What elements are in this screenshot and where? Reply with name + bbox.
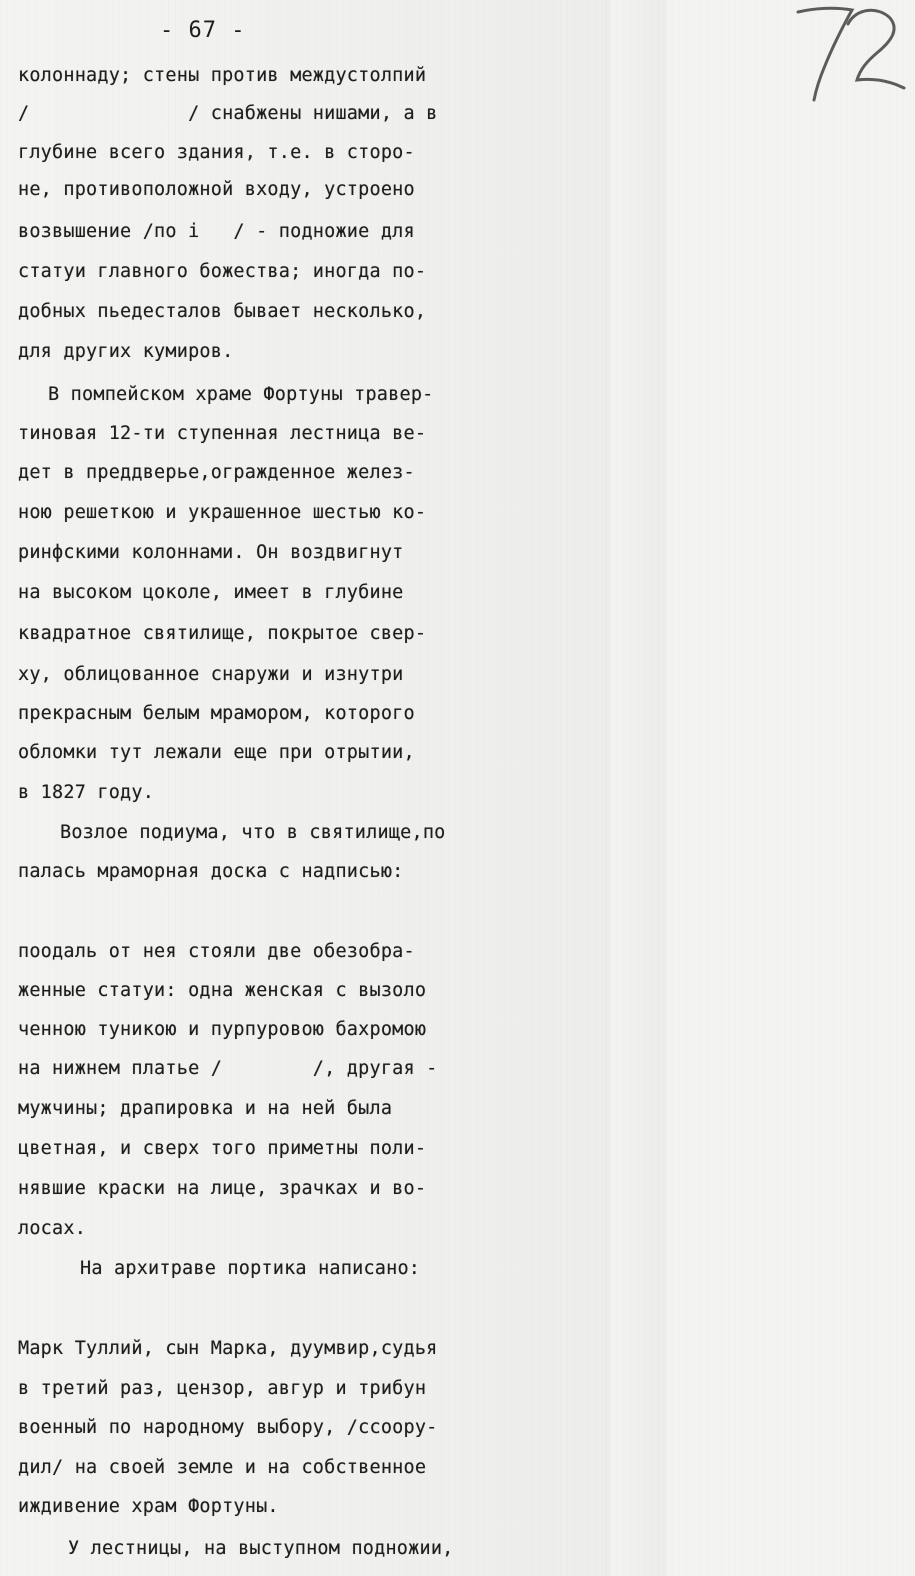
text-line: возвышение /по i / - подножие для	[18, 221, 415, 242]
text-line: дет в преддверье,огражденное желез-	[18, 462, 415, 483]
text-line: колоннаду; стены против междустолпий	[18, 65, 427, 86]
text-line: в 1827 году.	[18, 782, 155, 803]
text-line: Возлое подиума, что в святилище,по	[60, 822, 446, 843]
text-line: нявшие краски на лице, зрачках и во-	[18, 1178, 427, 1199]
text-line: У лестницы, на выступном подножии,	[68, 1538, 454, 1559]
text-line: квадратное святилище, покрытое свер-	[18, 623, 427, 644]
text-line: палась мраморная доска с надписью:	[18, 861, 404, 882]
text-line: ху, облицованное снаружи и изнутри	[18, 664, 404, 685]
page-number: - 67 -	[160, 18, 246, 43]
text-line: дил/ на своей земле и на собственное	[18, 1457, 427, 1478]
text-line: военный по народному выбору, /ссоору-	[18, 1417, 438, 1438]
text-line: / / снабжены нишами, а в	[18, 103, 438, 124]
text-line: иждивение храм Фортуны.	[18, 1496, 279, 1517]
text-line: в третий раз, цензор, авгур и трибун	[18, 1378, 427, 1399]
text-line: ринфскими колоннами. Он воздвигнут	[18, 542, 404, 563]
text-line: статуи главного божества; иногда по-	[18, 261, 427, 282]
text-line: ченною туникою и пурпуровою бахромою	[18, 1019, 427, 1040]
text-line: на высоком цоколе, имеет в глубине	[18, 582, 404, 603]
text-line: для других кумиров.	[18, 341, 234, 362]
text-line: тиновая 12-ти ступенная лестница ве-	[18, 423, 427, 444]
text-line: цветная, и сверх того приметны поли-	[18, 1138, 427, 1159]
text-line: не, противоположной входу, устроено	[18, 179, 415, 200]
handwritten-margin-number	[790, 0, 910, 110]
text-line: ною решеткою и украшенное шестью ко-	[18, 502, 427, 523]
text-line: лосах.	[18, 1218, 87, 1239]
text-line: женные статуи: одна женская с вызоло	[18, 980, 427, 1001]
text-line: На архитраве портика написано:	[80, 1258, 421, 1279]
text-line: Марк Туллий, сын Марка, дуумвир,судья	[18, 1338, 438, 1359]
text-line: В помпейском храме Фортуны травер-	[48, 384, 434, 405]
text-line: мужчины; драпировка и на ней была	[18, 1098, 393, 1119]
text-line: глубине всего здания, т.е. в сторо-	[18, 142, 415, 163]
text-line: добных пьедесталов бывает несколько,	[18, 301, 427, 322]
text-line: на нижнем платье / /, другая -	[18, 1058, 438, 1079]
text-line: обломки тут лежали еще при отрытии,	[18, 742, 415, 763]
text-line: прекрасным белым мрамором, которого	[18, 703, 415, 724]
text-line: поодаль от нея стояли две обезобра-	[18, 941, 415, 962]
